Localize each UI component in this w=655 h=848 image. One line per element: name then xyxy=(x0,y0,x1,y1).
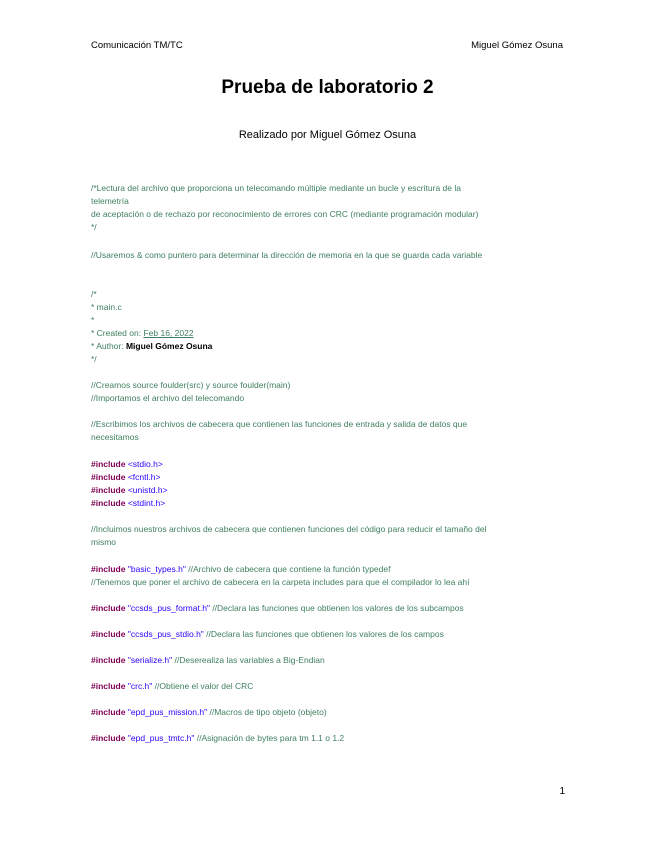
include-file: <stdint.h> xyxy=(125,498,166,508)
include-line xyxy=(91,563,470,576)
page-header-right: Miguel Gómez Osuna xyxy=(471,40,563,51)
page-number: 1 xyxy=(559,786,565,797)
include-comment: //Declara las funciones que obtienen los valores de los subcampos xyxy=(209,603,464,613)
include-file: "serialize.h" xyxy=(125,655,173,665)
include-keyword: #include xyxy=(91,485,126,495)
code-line xyxy=(91,327,212,340)
code-block-file-doc xyxy=(91,288,212,366)
code-block-pointer-comment xyxy=(91,249,482,262)
created-label: * Created on: xyxy=(91,328,144,338)
code-line: * main.c xyxy=(91,302,122,312)
code-line: //Escribimos los archivos de cabecera que contienen las funciones de entrada y salida de datos que xyxy=(91,419,468,429)
include-file: <unistd.h> xyxy=(125,485,168,495)
code-line: /*Lectura del archivo que proporciona un telecomando múltiple mediante un bucle y escritura de la xyxy=(91,183,461,193)
code-line: //Incluimos nuestros archivos de cabecera que contienen funciones del código para reducir el tamaño del xyxy=(91,524,487,534)
document-title: Prueba de laboratorio 2 xyxy=(221,77,434,98)
code-line: //Creamos source foulder(src) y source foulder(main) xyxy=(91,380,291,390)
code-block-basic-types xyxy=(91,563,470,589)
code-line: */ xyxy=(91,222,97,232)
code-line: //Usaremos & como puntero para determinar la dirección de memoria en la que se guarda cada variable xyxy=(91,250,483,260)
include-file: "basic_types.h" xyxy=(125,564,186,574)
include-file: <fcntl.h> xyxy=(125,472,161,482)
include-file: "epd_pus_tmtc.h" xyxy=(125,733,195,743)
code-line: telemetría xyxy=(91,196,129,206)
document-subtitle: Realizado por Miguel Gómez Osuna xyxy=(238,129,417,141)
code-line: /* xyxy=(91,289,97,299)
include-keyword: #include xyxy=(91,681,126,691)
code-line: mismo xyxy=(91,537,117,547)
include-keyword: #include xyxy=(91,603,126,613)
include-file: "epd_pus_mission.h" xyxy=(125,707,208,717)
code-line: //Tenemos que poner el archivo de cabecera en la carpeta includes para que el compilador lo lea ahí xyxy=(91,577,470,587)
include-file: "ccsds_pus_stdio.h" xyxy=(125,629,204,639)
code-line: //Importamos el archivo del telecomando xyxy=(91,393,245,403)
include-keyword: #include xyxy=(91,733,126,743)
code-line: necesitamos xyxy=(91,432,139,442)
code-line: */ xyxy=(91,354,97,364)
include-line xyxy=(91,471,168,484)
include-line xyxy=(91,732,344,745)
include-comment: //Obtiene el valor del CRC xyxy=(152,681,254,691)
include-comment: //Archivo de cabecera que contiene la función typedef xyxy=(185,564,391,574)
include-keyword: #include xyxy=(91,472,126,482)
include-line xyxy=(91,484,168,497)
include-comment: //Deserealiza las variables a Big-Endian xyxy=(172,655,325,665)
include-line xyxy=(91,680,253,693)
include-line xyxy=(91,458,168,471)
include-keyword: #include xyxy=(91,707,126,717)
include-comment: //Asignación de bytes para tm 1.1 o 1.2 xyxy=(194,733,345,743)
created-date: Feb 16, 2022 xyxy=(143,328,194,338)
include-file: <stdio.h> xyxy=(125,459,163,469)
include-comment: //Declara las funciones que obtienen los valores de los campos xyxy=(203,629,444,639)
code-block-header-comment xyxy=(91,182,478,234)
include-line xyxy=(91,628,444,641)
code-line: de aceptación o de rechazo por reconocimiento de errores con CRC (mediante programación modular) xyxy=(91,209,479,219)
code-block-user-includes-comment xyxy=(91,523,487,549)
include-keyword: #include xyxy=(91,629,126,639)
include-keyword: #include xyxy=(91,498,126,508)
include-keyword: #include xyxy=(91,459,126,469)
author-name: Miguel Gómez Osuna xyxy=(125,341,213,351)
include-keyword: #include xyxy=(91,564,126,574)
include-line xyxy=(91,706,327,719)
include-line xyxy=(91,497,168,510)
include-comment: //Macros de tipo objeto (objeto) xyxy=(207,707,327,717)
page-header-left: Comunicación TM/TC xyxy=(91,40,183,51)
include-line xyxy=(91,602,464,615)
code-block-system-includes xyxy=(91,458,168,510)
include-keyword: #include xyxy=(91,655,126,665)
code-block-source-comment xyxy=(91,379,290,405)
code-block-includes-comment xyxy=(91,418,467,444)
include-file: "ccsds_pus_format.h" xyxy=(125,603,210,613)
author-label: * Author: xyxy=(91,341,126,351)
code-line: * xyxy=(91,315,95,325)
include-file: "crc.h" xyxy=(125,681,153,691)
include-line xyxy=(91,654,325,667)
code-line xyxy=(91,340,212,353)
